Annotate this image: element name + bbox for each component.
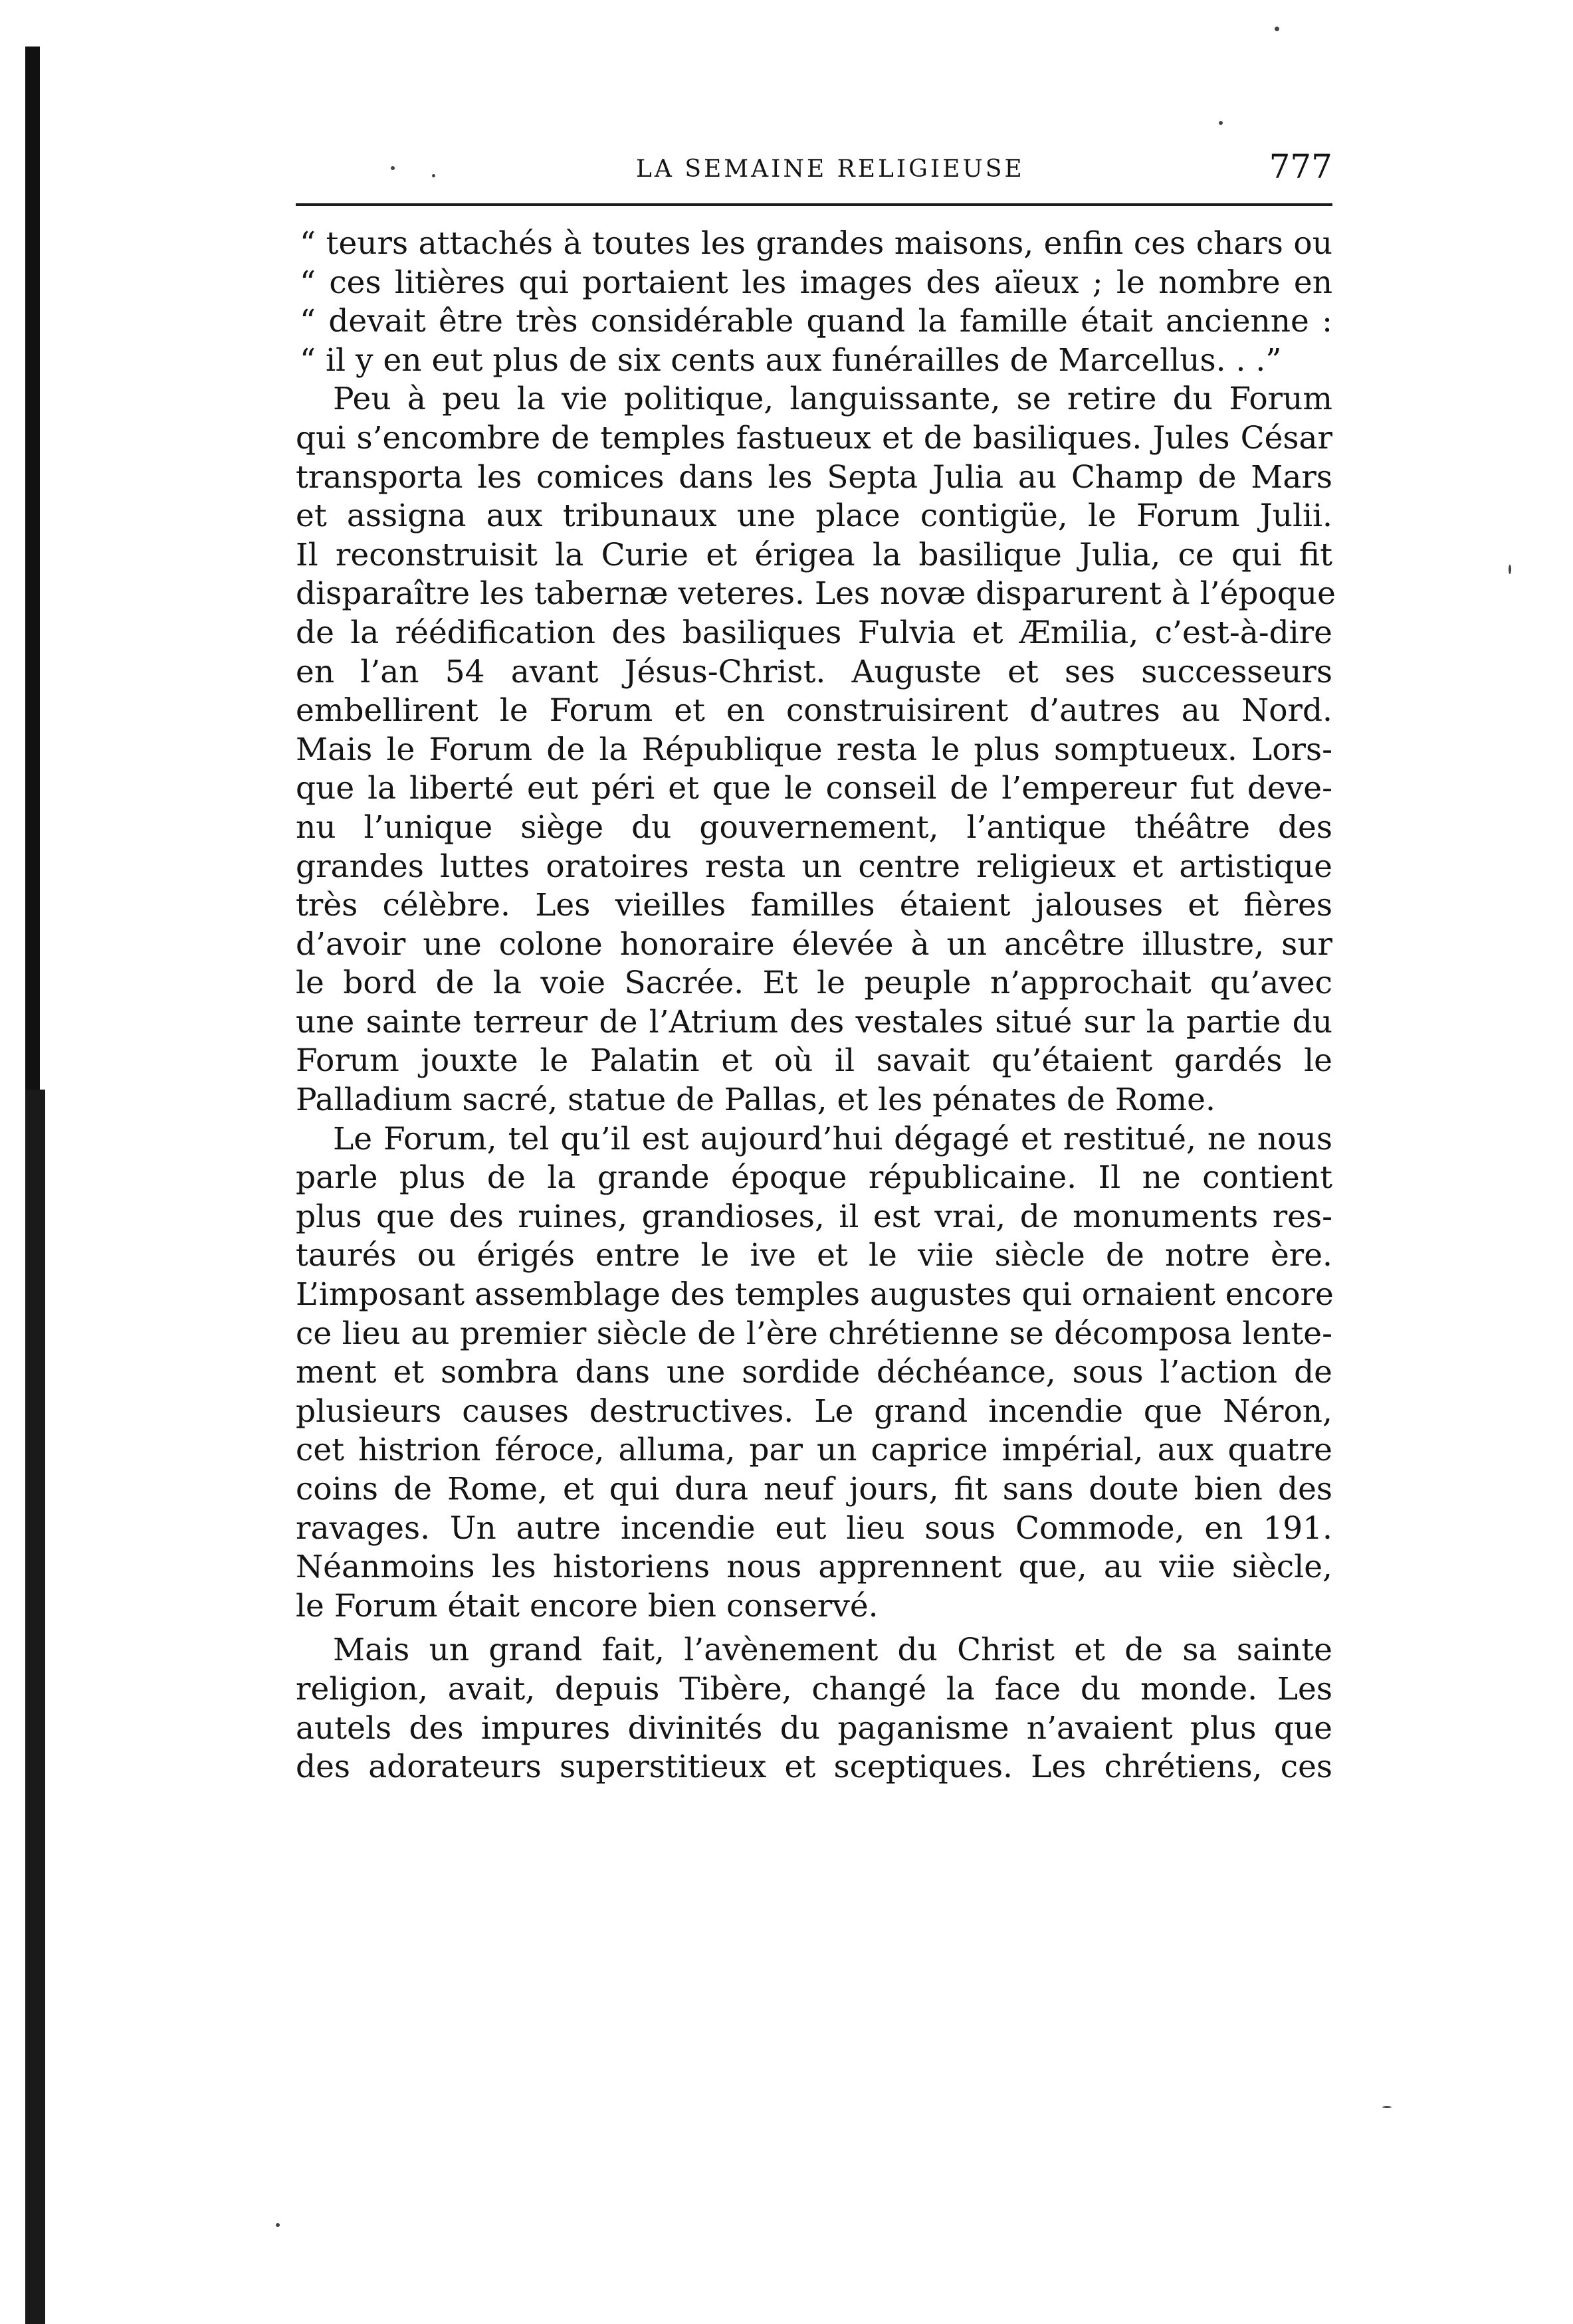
running-title: LA SEMAINE RELIGIEUSE [636, 155, 1025, 183]
paragraph [296, 1120, 1332, 1626]
text-line: Peu à peu la vie politique, languissante, se retire du Forum [333, 381, 1332, 418]
text-line: Le Forum, tel qu’il est aujourd’hui dégagé et restitué, ne nous [333, 1120, 1332, 1157]
page-body [296, 225, 1336, 1787]
text-line: autels des impures divinités du paganisme n’avaient plus que [296, 1709, 1332, 1747]
text-line: ment et sombra dans une sordide déchéance, sous l’action de [296, 1354, 1332, 1391]
text-line: plusieurs causes destructives. Le grand incendie que Néron, [296, 1393, 1332, 1430]
scan-speck [391, 166, 395, 170]
text-line: transporta les comices dans les Septa Julia au Champ de Mars [296, 458, 1332, 496]
text-line: nu l’unique siège du gouvernement, l’antique théâtre des [296, 809, 1332, 846]
text-line: une sainte terreur de l’Atrium des vestales situé sur la partie du [296, 1003, 1332, 1040]
text-line: “ teurs attachés à toutes les grandes maisons, enfin ces chars ou [300, 225, 1332, 262]
text-line: “ devait être très considérable quand la famille était ancienne : [300, 303, 1332, 340]
text-line: religion, avait, depuis Tibère, changé la face du monde. Les [296, 1670, 1332, 1707]
quotation-continuation [296, 225, 1332, 380]
text-line: Mais un grand fait, l’avènement du Christ et de sa sainte [333, 1632, 1332, 1669]
scan-speck [1219, 121, 1223, 125]
text-line: et assigna aux tribunaux une place contigüe, le Forum Julii. [296, 498, 1332, 535]
text-line: Mais le Forum de la République resta le plus somptueux. Lors- [296, 731, 1332, 768]
paragraph [296, 380, 1336, 1119]
text-line: Palladium sacré, statue de Pallas, et les pénates de Rome. [296, 1082, 1215, 1119]
text-line: parle plus de la grande époque républicaine. Il ne contient [296, 1159, 1332, 1197]
text-line: le Forum était encore bien conservé. [296, 1587, 879, 1624]
text-line: taurés ou érigés entre le ive et le viie siècle de notre ère. [296, 1237, 1332, 1274]
text-line: “ ces litières qui portaient les images des aïeux ; le nombre en [300, 264, 1332, 301]
text-line: d’avoir une colone honoraire élevée à un ancêtre illustre, sur [296, 925, 1332, 963]
scan-speck [1509, 565, 1511, 574]
text-line: des adorateurs superstitieux et sceptiques. Les chrétiens, ces [296, 1749, 1332, 1786]
scan-speck [276, 2223, 280, 2227]
paragraph [296, 1631, 1332, 1787]
text-line: Forum jouxte le Palatin et où il savait qu’étaient gardés le [296, 1042, 1332, 1080]
scan-speck [1275, 27, 1279, 31]
text-line: embellirent le Forum et en construisirent d’autres au Nord. [296, 692, 1332, 729]
scan-speck [432, 174, 435, 177]
text-line: L’imposant assemblage des temples augustes qui ornaient encore [296, 1276, 1334, 1313]
header-rule [296, 203, 1332, 206]
text-line: grandes luttes oratoires resta un centre religieux et artistique [296, 848, 1332, 885]
text-line: disparaître les tabernæ veteres. Les novæ disparurent à l’époque [296, 575, 1336, 613]
text-line: qui s’encombre de temples fastueux et de basiliques. Jules César [296, 419, 1332, 456]
text-line: très célèbre. Les vieilles familles étaient jalouses et fières [296, 887, 1332, 924]
page-binding-shadow [25, 1090, 45, 2324]
scan-speck [1382, 2106, 1392, 2108]
text-line: de la réédification des basiliques Fulvia et Æmilia, c’est-à-dire [296, 614, 1332, 651]
text-line: le bord de la voie Sacrée. Et le peuple n’approchait qu’avec [296, 965, 1332, 1002]
text-line: ravages. Un autre incendie eut lieu sous Commode, en 191. [296, 1509, 1332, 1547]
text-line: plus que des ruines, grandioses, il est vrai, de monuments res- [296, 1198, 1332, 1235]
text-line: Il reconstruisit la Curie et érigea la basilique Julia, ce qui fit [296, 536, 1332, 573]
text-line: Néanmoins les historiens nous apprennent que, au viie siècle, [296, 1549, 1332, 1586]
text-line: en l’an 54 avant Jésus-Christ. Auguste et ses successeurs [296, 653, 1332, 690]
text-line: coins de Rome, et qui dura neuf jours, fit sans doute bien des [296, 1471, 1332, 1507]
text-line: cet histrion féroce, alluma, par un caprice impérial, aux quatre [296, 1432, 1332, 1469]
page-header [296, 147, 1332, 198]
text-line: “ il y en eut plus de six cents aux funérailles de Marcellus. . .” [300, 341, 1282, 379]
text-line: ce lieu au premier siècle de l’ère chrétienne se décomposa lente- [296, 1315, 1332, 1352]
page-number: 777 [1269, 147, 1332, 186]
text-line: que la liberté eut péri et que le conseil de l’empereur fut deve- [296, 770, 1332, 807]
paragraph-gap [296, 1626, 1332, 1631]
